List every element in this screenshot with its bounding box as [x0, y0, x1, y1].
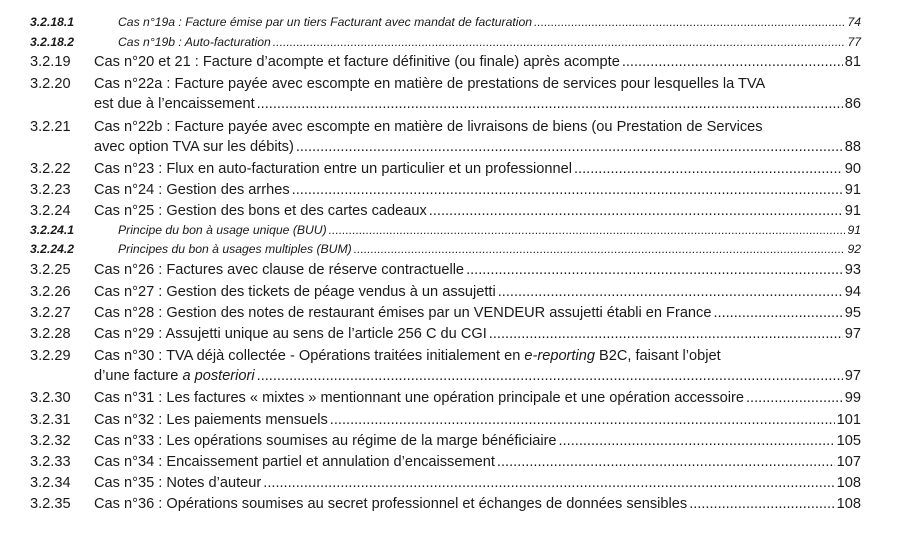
toc-page: 97: [844, 368, 861, 384]
dot-leader: [489, 324, 843, 344]
toc-number: 3.2.35: [30, 496, 71, 512]
dot-leader: [622, 52, 843, 72]
toc-title-part: B2C, faisant l’objet: [594, 348, 721, 364]
toc-number: 3.2.26: [30, 284, 71, 300]
toc-page: 107: [836, 454, 861, 470]
toc-page: 92: [847, 242, 861, 256]
toc-number: 3.2.18.2: [30, 35, 75, 49]
dot-leader: [329, 221, 846, 239]
dot-leader: [534, 13, 845, 31]
toc-title: Cas n°27 : Gestion des tickets de péage vendus à un assujetti: [94, 284, 496, 300]
toc-title: Principes du bon à usages multiples (BUM): [118, 242, 352, 256]
toc-page: 94: [844, 284, 861, 300]
toc-page: 88: [844, 139, 861, 155]
toc-page: 91: [847, 223, 861, 237]
toc-number: 3.2.30: [30, 390, 71, 406]
toc-number: 3.2.32: [30, 433, 71, 449]
toc-number: 3.2.19: [30, 54, 71, 70]
toc-page: 101: [836, 412, 861, 428]
dot-leader: [273, 33, 846, 51]
toc-title: [94, 366, 255, 386]
dot-leader: [746, 388, 843, 408]
toc-number: 3.2.20: [30, 76, 71, 92]
toc-title: Cas n°35 : Notes d’auteur: [94, 475, 262, 491]
toc-title: Cas n°23 : Flux en auto-facturation entre un particulier et un professionnel: [94, 161, 572, 177]
toc-page: 95: [844, 305, 861, 321]
dot-leader: [292, 180, 843, 200]
dot-leader: [257, 366, 843, 386]
dot-leader: [330, 410, 835, 430]
toc-number: 3.2.29: [30, 348, 71, 364]
toc-title: est due à l’encaissement: [94, 96, 255, 112]
dot-leader: [574, 159, 843, 179]
toc-title: Cas n°19b : Auto-facturation: [118, 35, 271, 49]
dot-leader: [354, 240, 846, 258]
toc-title-italic: a posteriori: [182, 368, 255, 384]
toc-title: Cas n°29 : Assujetti unique au sens de l’article 256 C du CGI: [94, 326, 487, 342]
toc-title: Cas n°25 : Gestion des bons et des cartes cadeaux: [94, 203, 427, 219]
toc-number: 3.2.24.1: [30, 223, 75, 237]
toc-page: 99: [844, 390, 861, 406]
toc-page: 86: [844, 96, 861, 112]
dot-leader: [713, 303, 842, 323]
toc-page: 90: [844, 161, 861, 177]
toc-title: Cas n°20 et 21 : Facture d’acompte et facture définitive (ou finale) après acompte: [94, 54, 620, 70]
toc-number: 3.2.23: [30, 182, 71, 198]
toc-number: 3.2.31: [30, 412, 71, 428]
toc-title-italic: e-reporting: [524, 348, 595, 364]
toc-number: 3.2.21: [30, 119, 71, 135]
toc-title: Cas n°36 : Opérations soumises au secret professionnel et échanges de données sensibles: [94, 496, 688, 512]
toc-number: 3.2.27: [30, 305, 71, 321]
toc-number: 3.2.28: [30, 326, 71, 342]
dot-leader: [429, 201, 843, 221]
dot-leader: [466, 260, 843, 280]
toc-page: 93: [844, 262, 861, 278]
toc-number: 3.2.24.2: [30, 242, 75, 256]
dot-leader: [296, 137, 843, 157]
toc-title: Cas n°24 : Gestion des arrhes: [94, 182, 290, 198]
toc-number: 3.2.24: [30, 203, 71, 219]
toc-title-line1: Cas n°22a : Facture payée avec escompte en matière de prestations de services pour lesquelles la TVA: [94, 76, 766, 92]
toc-title-line1: [94, 346, 861, 366]
toc-page: 108: [836, 475, 861, 491]
dot-leader: [263, 473, 834, 493]
dot-leader: [689, 494, 834, 514]
dot-leader: [257, 94, 843, 114]
dot-leader: [559, 431, 835, 451]
toc-page: 91: [844, 182, 861, 198]
toc-page: 91: [844, 203, 861, 219]
toc-page: 105: [836, 433, 861, 449]
toc-title: Cas n°33 : Les opérations soumises au régime de la marge bénéficiaire: [94, 433, 557, 449]
toc-number: 3.2.34: [30, 475, 71, 491]
toc-page: 77: [847, 35, 861, 49]
toc-title-line1: Cas n°22b : Facture payée avec escompte en matière de livraisons de biens (ou Prestation de Services: [94, 119, 763, 135]
toc-number: 3.2.18.1: [30, 15, 75, 29]
dot-leader: [497, 452, 835, 472]
toc-title: Cas n°32 : Les paiements mensuels: [94, 412, 328, 428]
toc-title: Cas n°19a : Facture émise par un tiers Facturant avec mandat de facturation: [118, 15, 533, 29]
dot-leader: [498, 282, 843, 302]
toc-page: 97: [844, 326, 861, 342]
toc-title: avec option TVA sur les débits): [94, 139, 294, 155]
toc-page: 108: [836, 496, 861, 512]
toc-title-part: d’une facture: [94, 368, 183, 384]
toc-title-part: Cas n°30 : TVA déjà collectée - Opérations traitées initialement en: [94, 348, 525, 364]
toc-number: 3.2.33: [30, 454, 71, 470]
toc-title: Principe du bon à usage unique (BUU): [118, 223, 327, 237]
toc-number: 3.2.25: [30, 262, 71, 278]
toc-page: 74: [847, 15, 861, 29]
toc-number: 3.2.22: [30, 161, 71, 177]
toc-title: Cas n°31 : Les factures « mixtes » mentionnant une opération principale et une opération accessoire: [94, 390, 744, 406]
toc-title: Cas n°26 : Factures avec clause de réserve contractuelle: [94, 262, 465, 278]
toc-title: Cas n°34 : Encaissement partiel et annulation d’encaissement: [94, 454, 495, 470]
toc-page: 81: [844, 54, 861, 70]
toc-title: Cas n°28 : Gestion des notes de restaurant émises par un VENDEUR assujetti établi en France: [94, 305, 712, 321]
